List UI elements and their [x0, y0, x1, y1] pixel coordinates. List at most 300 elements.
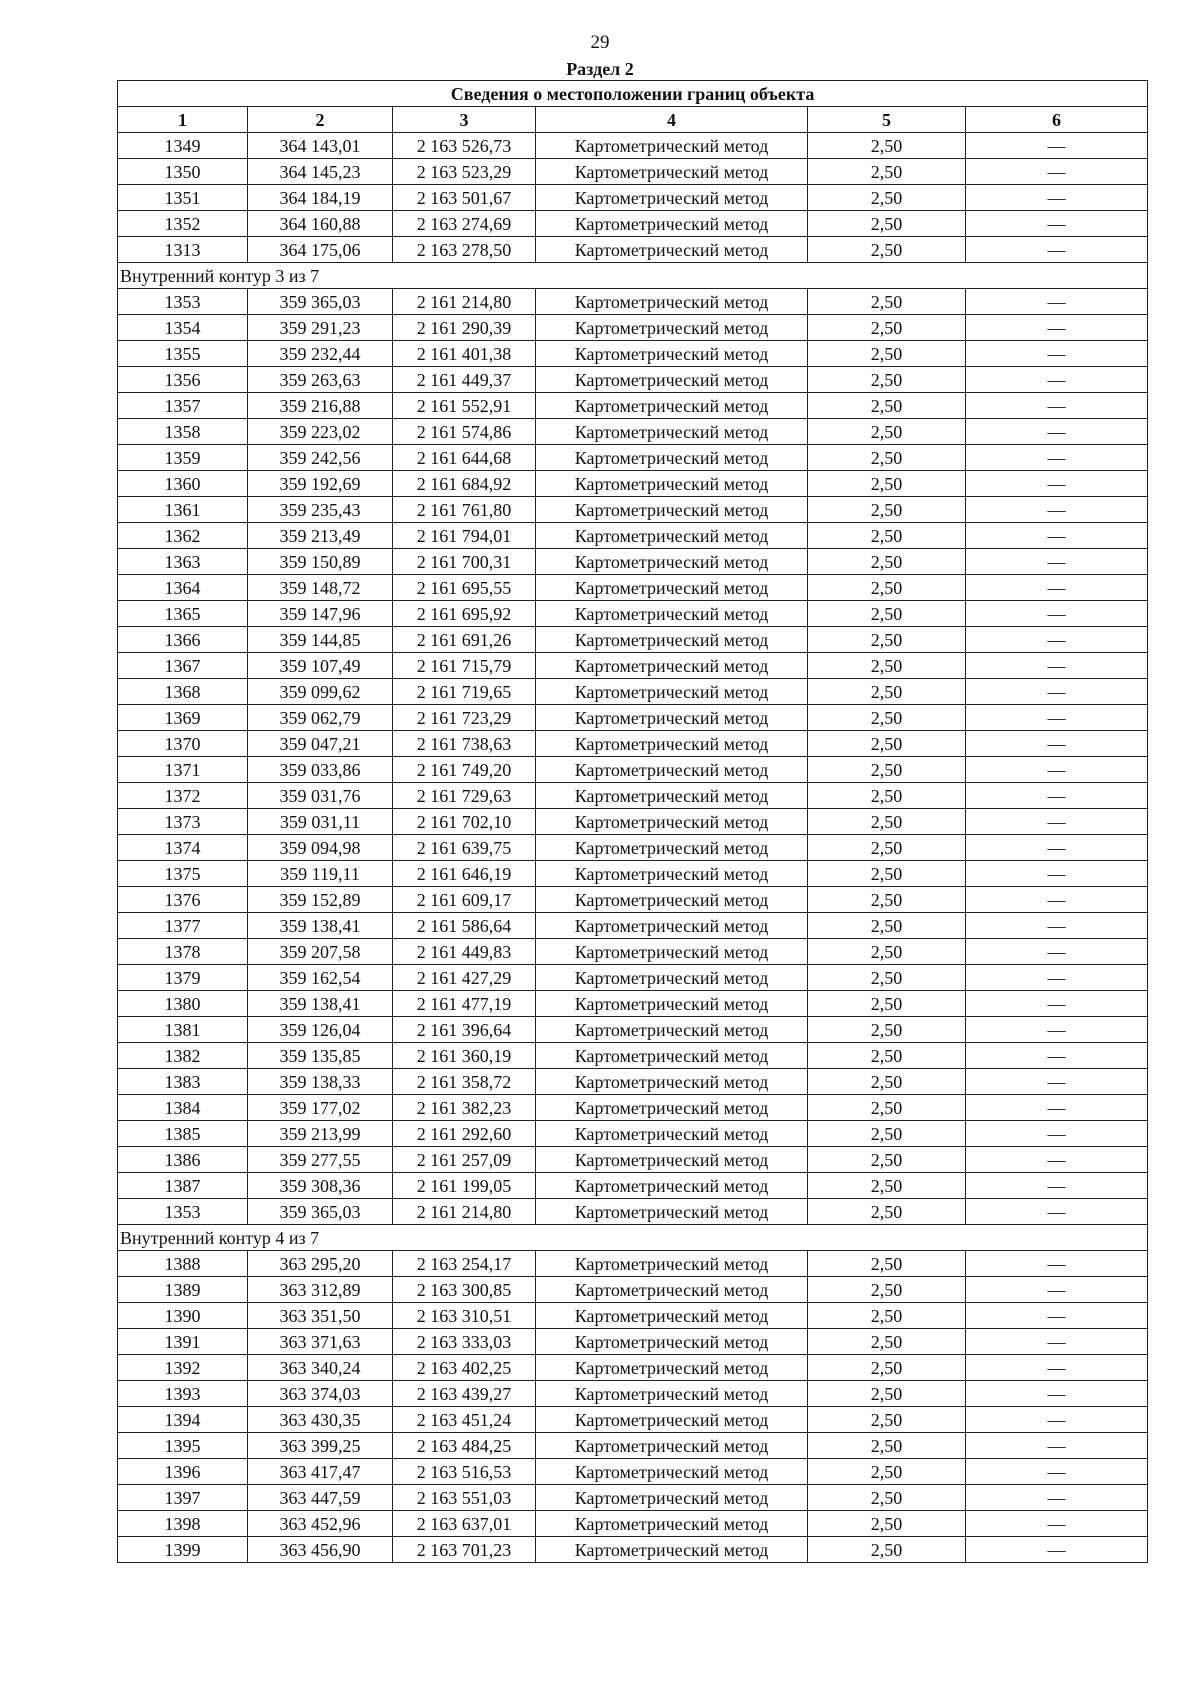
accuracy-cell: 2,50 — [808, 1511, 966, 1537]
method-cell: Картометрический метод — [536, 133, 808, 159]
accuracy-cell: 2,50 — [808, 1537, 966, 1563]
method-cell: Картометрический метод — [536, 1407, 808, 1433]
note-cell: — — [966, 705, 1148, 731]
coord-x-cell: 359 308,36 — [248, 1173, 393, 1199]
table-row — [118, 627, 1148, 653]
point-number-cell: 1373 — [118, 809, 248, 835]
method-cell: Картометрический метод — [536, 991, 808, 1017]
coord-x-cell: 359 162,54 — [248, 965, 393, 991]
note-cell: — — [966, 731, 1148, 757]
contour-label-row — [118, 263, 1148, 289]
table-row — [118, 1329, 1148, 1355]
table-caption-row — [118, 81, 1148, 107]
table-row — [118, 1511, 1148, 1537]
coord-y-cell: 2 163 637,01 — [393, 1511, 536, 1537]
table-row — [118, 1485, 1148, 1511]
accuracy-cell: 2,50 — [808, 523, 966, 549]
coord-x-cell: 363 295,20 — [248, 1251, 393, 1277]
point-number-cell: 1377 — [118, 913, 248, 939]
note-cell: — — [966, 1043, 1148, 1069]
point-number-cell: 1382 — [118, 1043, 248, 1069]
method-cell: Картометрический метод — [536, 757, 808, 783]
coord-y-cell: 2 161 723,29 — [393, 705, 536, 731]
accuracy-cell: 2,50 — [808, 133, 966, 159]
accuracy-cell: 2,50 — [808, 1173, 966, 1199]
note-cell: — — [966, 679, 1148, 705]
point-number-cell: 1380 — [118, 991, 248, 1017]
table-body — [118, 133, 1148, 1563]
contour-label-row — [118, 1225, 1148, 1251]
coord-x-cell: 359 177,02 — [248, 1095, 393, 1121]
accuracy-cell: 2,50 — [808, 237, 966, 263]
accuracy-cell: 2,50 — [808, 627, 966, 653]
coord-x-cell: 359 099,62 — [248, 679, 393, 705]
coord-x-cell: 359 031,11 — [248, 809, 393, 835]
column-number: 4 — [536, 107, 808, 133]
coord-x-cell: 359 152,89 — [248, 887, 393, 913]
coord-x-cell: 363 340,24 — [248, 1355, 393, 1381]
table-row — [118, 861, 1148, 887]
coord-y-cell: 2 163 300,85 — [393, 1277, 536, 1303]
method-cell: Картометрический метод — [536, 1277, 808, 1303]
note-cell: — — [966, 835, 1148, 861]
note-cell: — — [966, 601, 1148, 627]
method-cell: Картометрический метод — [536, 679, 808, 705]
table-row — [118, 185, 1148, 211]
note-cell: — — [966, 809, 1148, 835]
table-row — [118, 1277, 1148, 1303]
note-cell: — — [966, 1095, 1148, 1121]
table-row — [118, 419, 1148, 445]
coord-y-cell: 2 161 360,19 — [393, 1043, 536, 1069]
point-number-cell: 1365 — [118, 601, 248, 627]
table-row — [118, 965, 1148, 991]
method-cell: Картометрический метод — [536, 1303, 808, 1329]
method-cell: Картометрический метод — [536, 1199, 808, 1225]
method-cell: Картометрический метод — [536, 913, 808, 939]
accuracy-cell: 2,50 — [808, 705, 966, 731]
point-number-cell: 1381 — [118, 1017, 248, 1043]
method-cell: Картометрический метод — [536, 1173, 808, 1199]
method-cell: Картометрический метод — [536, 341, 808, 367]
note-cell: — — [966, 913, 1148, 939]
table-row — [118, 341, 1148, 367]
coord-x-cell: 364 160,88 — [248, 211, 393, 237]
table-row — [118, 575, 1148, 601]
table-row — [118, 1537, 1148, 1563]
column-number: 1 — [118, 107, 248, 133]
accuracy-cell: 2,50 — [808, 1381, 966, 1407]
method-cell: Картометрический метод — [536, 1537, 808, 1563]
column-number: 3 — [393, 107, 536, 133]
coord-y-cell: 2 161 449,83 — [393, 939, 536, 965]
method-cell: Картометрический метод — [536, 445, 808, 471]
method-cell: Картометрический метод — [536, 1121, 808, 1147]
coord-x-cell: 363 452,96 — [248, 1511, 393, 1537]
point-number-cell: 1395 — [118, 1433, 248, 1459]
coord-y-cell: 2 161 684,92 — [393, 471, 536, 497]
coord-y-cell: 2 161 477,19 — [393, 991, 536, 1017]
method-cell: Картометрический метод — [536, 705, 808, 731]
accuracy-cell: 2,50 — [808, 1433, 966, 1459]
table-row — [118, 1173, 1148, 1199]
note-cell: — — [966, 1459, 1148, 1485]
point-number-cell: 1367 — [118, 653, 248, 679]
coord-y-cell: 2 163 278,50 — [393, 237, 536, 263]
method-cell: Картометрический метод — [536, 289, 808, 315]
table-row — [118, 1251, 1148, 1277]
coord-y-cell: 2 163 516,53 — [393, 1459, 536, 1485]
note-cell: — — [966, 991, 1148, 1017]
note-cell: — — [966, 419, 1148, 445]
coord-y-cell: 2 163 333,03 — [393, 1329, 536, 1355]
table-row — [118, 393, 1148, 419]
method-cell: Картометрический метод — [536, 653, 808, 679]
note-cell: — — [966, 445, 1148, 471]
coord-x-cell: 363 399,25 — [248, 1433, 393, 1459]
note-cell: — — [966, 887, 1148, 913]
note-cell: — — [966, 939, 1148, 965]
note-cell: — — [966, 653, 1148, 679]
point-number-cell: 1389 — [118, 1277, 248, 1303]
method-cell: Картометрический метод — [536, 1485, 808, 1511]
method-cell: Картометрический метод — [536, 419, 808, 445]
coord-x-cell: 359 213,49 — [248, 523, 393, 549]
coord-x-cell: 359 192,69 — [248, 471, 393, 497]
coord-y-cell: 2 161 695,55 — [393, 575, 536, 601]
method-cell: Картометрический метод — [536, 1017, 808, 1043]
accuracy-cell: 2,50 — [808, 887, 966, 913]
accuracy-cell: 2,50 — [808, 861, 966, 887]
table-row — [118, 939, 1148, 965]
coord-x-cell: 359 213,99 — [248, 1121, 393, 1147]
method-cell: Картометрический метод — [536, 601, 808, 627]
coord-y-cell: 2 163 484,25 — [393, 1433, 536, 1459]
accuracy-cell: 2,50 — [808, 1303, 966, 1329]
method-cell: Картометрический метод — [536, 1511, 808, 1537]
accuracy-cell: 2,50 — [808, 159, 966, 185]
coord-x-cell: 359 135,85 — [248, 1043, 393, 1069]
coord-y-cell: 2 163 501,67 — [393, 185, 536, 211]
table-row — [118, 1459, 1148, 1485]
table-row — [118, 445, 1148, 471]
accuracy-cell: 2,50 — [808, 289, 966, 315]
table-row — [118, 679, 1148, 705]
accuracy-cell: 2,50 — [808, 1277, 966, 1303]
accuracy-cell: 2,50 — [808, 913, 966, 939]
coord-x-cell: 359 107,49 — [248, 653, 393, 679]
table-row — [118, 1095, 1148, 1121]
table-row — [118, 1303, 1148, 1329]
table-row — [118, 1199, 1148, 1225]
accuracy-cell: 2,50 — [808, 1485, 966, 1511]
method-cell: Картометрический метод — [536, 1329, 808, 1355]
table-row — [118, 1355, 1148, 1381]
coord-x-cell: 364 145,23 — [248, 159, 393, 185]
column-number-row — [118, 107, 1148, 133]
note-cell: — — [966, 1355, 1148, 1381]
method-cell: Картометрический метод — [536, 1433, 808, 1459]
method-cell: Картометрический метод — [536, 731, 808, 757]
table-row — [118, 367, 1148, 393]
coord-y-cell: 2 161 609,17 — [393, 887, 536, 913]
note-cell: — — [966, 367, 1148, 393]
coord-x-cell: 359 277,55 — [248, 1147, 393, 1173]
coord-x-cell: 359 263,63 — [248, 367, 393, 393]
coord-x-cell: 359 235,43 — [248, 497, 393, 523]
table-row — [118, 601, 1148, 627]
note-cell: — — [966, 1121, 1148, 1147]
method-cell: Картометрический метод — [536, 1043, 808, 1069]
point-number-cell: 1352 — [118, 211, 248, 237]
coord-x-cell: 363 417,47 — [248, 1459, 393, 1485]
boundary-table — [117, 80, 1148, 1563]
page-number: 29 — [590, 32, 610, 53]
table-row — [118, 211, 1148, 237]
coord-x-cell: 359 223,02 — [248, 419, 393, 445]
method-cell: Картометрический метод — [536, 1459, 808, 1485]
note-cell: — — [966, 523, 1148, 549]
table-row — [118, 913, 1148, 939]
note-cell: — — [966, 1381, 1148, 1407]
point-number-cell: 1369 — [118, 705, 248, 731]
method-cell: Картометрический метод — [536, 315, 808, 341]
point-number-cell: 1357 — [118, 393, 248, 419]
point-number-cell: 1396 — [118, 1459, 248, 1485]
note-cell: — — [966, 1537, 1148, 1563]
point-number-cell: 1356 — [118, 367, 248, 393]
method-cell: Картометрический метод — [536, 211, 808, 237]
table-row — [118, 991, 1148, 1017]
coord-x-cell: 359 147,96 — [248, 601, 393, 627]
note-cell: — — [966, 1485, 1148, 1511]
point-number-cell: 1354 — [118, 315, 248, 341]
accuracy-cell: 2,50 — [808, 1069, 966, 1095]
coord-x-cell: 363 447,59 — [248, 1485, 393, 1511]
coord-x-cell: 359 242,56 — [248, 445, 393, 471]
table-row — [118, 653, 1148, 679]
note-cell: — — [966, 627, 1148, 653]
note-cell: — — [966, 757, 1148, 783]
coord-x-cell: 359 138,41 — [248, 991, 393, 1017]
point-number-cell: 1313 — [118, 237, 248, 263]
note-cell: — — [966, 133, 1148, 159]
coord-x-cell: 363 456,90 — [248, 1537, 393, 1563]
coord-y-cell: 2 161 358,72 — [393, 1069, 536, 1095]
note-cell: — — [966, 1199, 1148, 1225]
coord-x-cell: 359 365,03 — [248, 289, 393, 315]
coord-x-cell: 359 232,44 — [248, 341, 393, 367]
note-cell: — — [966, 783, 1148, 809]
coord-y-cell: 2 161 257,09 — [393, 1147, 536, 1173]
note-cell: — — [966, 471, 1148, 497]
table-row — [118, 887, 1148, 913]
note-cell: — — [966, 1511, 1148, 1537]
accuracy-cell: 2,50 — [808, 445, 966, 471]
accuracy-cell: 2,50 — [808, 1121, 966, 1147]
coord-y-cell: 2 161 214,80 — [393, 1199, 536, 1225]
coord-y-cell: 2 163 551,03 — [393, 1485, 536, 1511]
accuracy-cell: 2,50 — [808, 679, 966, 705]
coord-y-cell: 2 161 214,80 — [393, 289, 536, 315]
table-row — [118, 237, 1148, 263]
method-cell: Картометрический метод — [536, 861, 808, 887]
point-number-cell: 1399 — [118, 1537, 248, 1563]
point-number-cell: 1390 — [118, 1303, 248, 1329]
coord-y-cell: 2 163 274,69 — [393, 211, 536, 237]
coord-y-cell: 2 161 761,80 — [393, 497, 536, 523]
accuracy-cell: 2,50 — [808, 1407, 966, 1433]
table-row — [118, 289, 1148, 315]
coord-y-cell: 2 161 729,63 — [393, 783, 536, 809]
note-cell: — — [966, 393, 1148, 419]
table-row — [118, 1381, 1148, 1407]
coord-x-cell: 359 150,89 — [248, 549, 393, 575]
coord-y-cell: 2 163 523,29 — [393, 159, 536, 185]
method-cell: Картометрический метод — [536, 887, 808, 913]
accuracy-cell: 2,50 — [808, 939, 966, 965]
coord-x-cell: 359 148,72 — [248, 575, 393, 601]
coord-x-cell: 364 184,19 — [248, 185, 393, 211]
accuracy-cell: 2,50 — [808, 497, 966, 523]
column-number: 5 — [808, 107, 966, 133]
coord-y-cell: 2 161 449,37 — [393, 367, 536, 393]
point-number-cell: 1372 — [118, 783, 248, 809]
method-cell: Картометрический метод — [536, 523, 808, 549]
contour-label: Внутренний контур 3 из 7 — [118, 263, 1148, 289]
point-number-cell: 1378 — [118, 939, 248, 965]
coord-x-cell: 359 047,21 — [248, 731, 393, 757]
method-cell: Картометрический метод — [536, 835, 808, 861]
point-number-cell: 1379 — [118, 965, 248, 991]
note-cell: — — [966, 1069, 1148, 1095]
accuracy-cell: 2,50 — [808, 835, 966, 861]
table-row — [118, 497, 1148, 523]
accuracy-cell: 2,50 — [808, 1095, 966, 1121]
table-row — [118, 1407, 1148, 1433]
point-number-cell: 1386 — [118, 1147, 248, 1173]
point-number-cell: 1388 — [118, 1251, 248, 1277]
table-row — [118, 783, 1148, 809]
note-cell: — — [966, 1251, 1148, 1277]
method-cell: Картометрический метод — [536, 809, 808, 835]
point-number-cell: 1398 — [118, 1511, 248, 1537]
coord-y-cell: 2 161 702,10 — [393, 809, 536, 835]
table-row — [118, 731, 1148, 757]
note-cell: — — [966, 237, 1148, 263]
accuracy-cell: 2,50 — [808, 1355, 966, 1381]
column-number: 6 — [966, 107, 1148, 133]
table-row — [118, 809, 1148, 835]
method-cell: Картометрический метод — [536, 1355, 808, 1381]
coord-y-cell: 2 161 292,60 — [393, 1121, 536, 1147]
note-cell: — — [966, 289, 1148, 315]
point-number-cell: 1360 — [118, 471, 248, 497]
coord-x-cell: 359 033,86 — [248, 757, 393, 783]
point-number-cell: 1392 — [118, 1355, 248, 1381]
point-number-cell: 1391 — [118, 1329, 248, 1355]
method-cell: Картометрический метод — [536, 783, 808, 809]
accuracy-cell: 2,50 — [808, 185, 966, 211]
accuracy-cell: 2,50 — [808, 783, 966, 809]
note-cell: — — [966, 1329, 1148, 1355]
coord-x-cell: 364 175,06 — [248, 237, 393, 263]
note-cell: — — [966, 1147, 1148, 1173]
coord-x-cell: 359 216,88 — [248, 393, 393, 419]
point-number-cell: 1364 — [118, 575, 248, 601]
coord-x-cell: 359 119,11 — [248, 861, 393, 887]
point-number-cell: 1358 — [118, 419, 248, 445]
coord-y-cell: 2 161 382,23 — [393, 1095, 536, 1121]
coord-y-cell: 2 161 290,39 — [393, 315, 536, 341]
accuracy-cell: 2,50 — [808, 1251, 966, 1277]
coord-x-cell: 359 365,03 — [248, 1199, 393, 1225]
coord-y-cell: 2 161 396,64 — [393, 1017, 536, 1043]
accuracy-cell: 2,50 — [808, 211, 966, 237]
coord-y-cell: 2 161 401,38 — [393, 341, 536, 367]
accuracy-cell: 2,50 — [808, 965, 966, 991]
coord-y-cell: 2 161 586,64 — [393, 913, 536, 939]
note-cell: — — [966, 965, 1148, 991]
note-cell: — — [966, 1407, 1148, 1433]
table-row — [118, 1043, 1148, 1069]
coord-y-cell: 2 161 738,63 — [393, 731, 536, 757]
accuracy-cell: 2,50 — [808, 367, 966, 393]
point-number-cell: 1384 — [118, 1095, 248, 1121]
point-number-cell: 1371 — [118, 757, 248, 783]
coord-x-cell: 359 291,23 — [248, 315, 393, 341]
point-number-cell: 1374 — [118, 835, 248, 861]
coord-y-cell: 2 161 646,19 — [393, 861, 536, 887]
coord-x-cell: 359 062,79 — [248, 705, 393, 731]
contour-label: Внутренний контур 4 из 7 — [118, 1225, 1148, 1251]
coord-y-cell: 2 161 199,05 — [393, 1173, 536, 1199]
accuracy-cell: 2,50 — [808, 1017, 966, 1043]
coord-x-cell: 363 374,03 — [248, 1381, 393, 1407]
coord-y-cell: 2 161 552,91 — [393, 393, 536, 419]
coord-x-cell: 363 430,35 — [248, 1407, 393, 1433]
point-number-cell: 1362 — [118, 523, 248, 549]
note-cell: — — [966, 1277, 1148, 1303]
column-number: 2 — [248, 107, 393, 133]
point-number-cell: 1385 — [118, 1121, 248, 1147]
accuracy-cell: 2,50 — [808, 757, 966, 783]
method-cell: Картометрический метод — [536, 159, 808, 185]
note-cell: — — [966, 1433, 1148, 1459]
method-cell: Картометрический метод — [536, 393, 808, 419]
table-row — [118, 1017, 1148, 1043]
point-number-cell: 1350 — [118, 159, 248, 185]
coord-y-cell: 2 161 644,68 — [393, 445, 536, 471]
table-row — [118, 1121, 1148, 1147]
note-cell: — — [966, 497, 1148, 523]
accuracy-cell: 2,50 — [808, 341, 966, 367]
point-number-cell: 1375 — [118, 861, 248, 887]
coord-x-cell: 359 094,98 — [248, 835, 393, 861]
coord-x-cell: 364 143,01 — [248, 133, 393, 159]
accuracy-cell: 2,50 — [808, 991, 966, 1017]
method-cell: Картометрический метод — [536, 1069, 808, 1095]
accuracy-cell: 2,50 — [808, 1043, 966, 1069]
point-number-cell: 1394 — [118, 1407, 248, 1433]
method-cell: Картометрический метод — [536, 939, 808, 965]
accuracy-cell: 2,50 — [808, 471, 966, 497]
point-number-cell: 1368 — [118, 679, 248, 705]
method-cell: Картометрический метод — [536, 185, 808, 211]
table-row — [118, 549, 1148, 575]
note-cell: — — [966, 549, 1148, 575]
coord-y-cell: 2 161 749,20 — [393, 757, 536, 783]
